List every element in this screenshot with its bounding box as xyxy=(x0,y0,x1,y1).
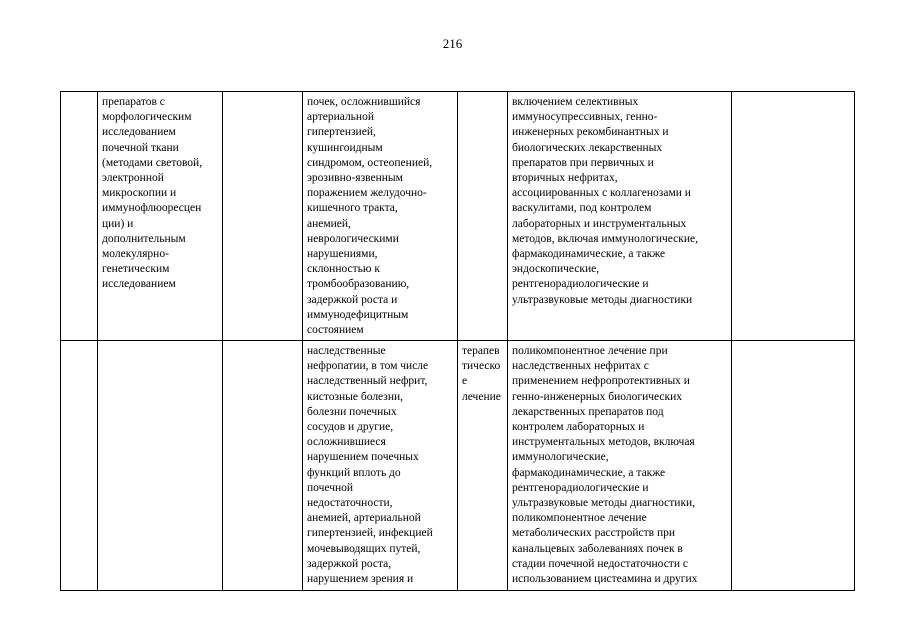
row-number-cell xyxy=(61,92,98,341)
cell-text-line: фармакодинамические, а также xyxy=(512,466,666,479)
cell-text-line: иммунофлюоресцен xyxy=(102,202,202,215)
cell-text-line: лекарственных препаратов под xyxy=(512,405,664,418)
medical-care-table xyxy=(60,91,855,591)
cell-text-line: синдромом, остеопенией, xyxy=(307,156,433,169)
cell-text-line: исследованием xyxy=(102,278,176,291)
code-cell xyxy=(223,92,303,341)
cell-text-line: использованием цистеамина и других xyxy=(512,573,698,586)
cell-text-line: включением селективных xyxy=(512,96,639,108)
cell-text-line: метаболических расстройств при xyxy=(512,527,676,540)
cell-text-line: болезни почечных xyxy=(307,405,397,418)
cell-text-line: неврологическими xyxy=(307,232,399,245)
cell-text-line: лабораторных и инструментальных xyxy=(512,217,687,230)
cell-text-line: иммунодефицитным xyxy=(307,308,409,321)
cell-text-line: нефропатии, в том числе xyxy=(307,360,429,373)
cell-text-line: ультразвуковые методы диагностики, xyxy=(512,497,696,510)
cell-text-line: генетическим xyxy=(102,263,170,276)
treatment-method-cell xyxy=(508,341,732,591)
cell-text-line: дополнительным xyxy=(102,232,186,245)
cell-text-line: тромбообразованию, xyxy=(307,278,410,291)
cell-text-line: инструментальных методов, включая xyxy=(512,436,695,449)
page-number: 216 xyxy=(442,36,463,51)
cell-text-line: кистозные болезни, xyxy=(307,390,404,403)
cell-text-line: микроскопии и xyxy=(102,187,177,200)
cell-text-line: лечение xyxy=(462,390,501,403)
cell-text-line: е xyxy=(462,375,468,388)
cell-text-line: молекулярно- xyxy=(102,248,169,261)
table-row xyxy=(61,341,855,591)
cell-text-line: стадии почечной недостаточности с xyxy=(512,557,688,570)
cell-text-line: васкулитами, под контролем xyxy=(512,202,652,215)
cell-text-line: тическо xyxy=(462,360,501,373)
cell-text-line: склонностью к xyxy=(307,263,380,276)
cell-text-line: препаратов при первичных и xyxy=(512,156,654,169)
cell-text-line: состоянием xyxy=(307,324,364,337)
research-method-cell xyxy=(98,341,223,591)
treatment-method-cell xyxy=(508,92,732,341)
cell-text-line: генно-инженерных биологических xyxy=(512,390,683,403)
cell-text-line: почечной ткани xyxy=(102,141,179,154)
cell-text-line: эндоскопические, xyxy=(512,263,600,276)
cell-text-line: нарушением почечных xyxy=(307,451,419,464)
cell-text-line: поликомпонентное лечение при xyxy=(512,345,668,357)
cell-text-line: инженерных рекомбинантных и xyxy=(512,126,669,139)
research-method-cell xyxy=(98,92,223,341)
cell-text-line: анемией, xyxy=(307,217,351,230)
cell-text-line: электронной xyxy=(102,172,164,185)
cell-text-line: наследственные xyxy=(307,345,386,357)
cell-text-line: препаратов с xyxy=(102,96,165,108)
patient-model-cell xyxy=(303,92,458,341)
cell-text-line: иммуносупрессивных, генно- xyxy=(512,111,658,124)
treatment-type-cell xyxy=(458,92,508,341)
cell-text-line: ассоциированных с коллагенозами и xyxy=(512,187,691,200)
cell-text-line: мочевыводящих путей, xyxy=(307,542,421,555)
treatment-type-cell xyxy=(458,341,508,591)
cell-text-line: почек, осложнившийся xyxy=(307,96,421,108)
cell-text-line: нарушением зрения и xyxy=(307,573,414,586)
cost-cell xyxy=(732,341,855,591)
cell-text-line: нарушениями, xyxy=(307,248,378,261)
cell-text-line: кушингоидным xyxy=(307,141,383,154)
cell-text-line: функций вплоть до xyxy=(307,466,401,479)
cell-text-line: задержкой роста, xyxy=(307,557,392,570)
cell-text-line: биологических лекарственных xyxy=(512,141,663,154)
cell-text-line: анемией, артериальной xyxy=(307,512,421,525)
cell-text-line: эрозивно-язвенным xyxy=(307,172,403,185)
cell-text-line: терапев xyxy=(462,345,500,357)
cell-text-line: ультразвуковые методы диагностики xyxy=(512,293,693,306)
cell-text-line: почечной xyxy=(307,481,354,494)
table-row xyxy=(61,92,855,341)
cell-text-line: (методами световой, xyxy=(102,156,203,169)
cell-text-line: рентгенорадиологические и xyxy=(512,481,649,494)
row-number-cell xyxy=(61,341,98,591)
cell-text-line: контролем лабораторных и xyxy=(512,421,645,434)
cell-text-line: фармакодинамические, а также xyxy=(512,248,666,261)
cell-text-line: гипертензией, xyxy=(307,126,376,139)
cell-text-line: кишечного тракта, xyxy=(307,202,398,215)
cell-text-line: осложнившиеся xyxy=(307,436,386,449)
cell-text-line: методов, включая иммунологические, xyxy=(512,232,698,245)
cell-text-line: рентгенорадиологические и xyxy=(512,278,649,291)
cell-text-line: поликомпонентное лечение xyxy=(512,512,647,525)
cell-text-line: канальцевых заболеваниях почек в xyxy=(512,542,683,555)
cell-text-line: исследованием xyxy=(102,126,176,139)
cost-cell xyxy=(732,92,855,341)
code-cell xyxy=(223,341,303,591)
cell-text-line: наследственный нефрит, xyxy=(307,375,428,388)
cell-text-line: вторичных нефритах, xyxy=(512,172,618,185)
cell-text-line: морфологическим xyxy=(102,111,192,124)
cell-text-line: иммунологические, xyxy=(512,451,609,464)
cell-text-line: сосудов и другие, xyxy=(307,421,394,434)
cell-text-line: гипертензией, инфекцией xyxy=(307,527,433,540)
cell-text-line: недостаточности, xyxy=(307,497,393,510)
patient-model-cell xyxy=(303,341,458,591)
cell-text-line: применением нефропротективных и xyxy=(512,375,690,388)
cell-text-line: поражением желудочно- xyxy=(307,187,427,200)
cell-text-line: артериальной xyxy=(307,111,374,124)
cell-text-line: задержкой роста и xyxy=(307,293,398,306)
cell-text-line: наследственных нефритах с xyxy=(512,360,649,373)
cell-text-line: ции) и xyxy=(102,217,134,230)
